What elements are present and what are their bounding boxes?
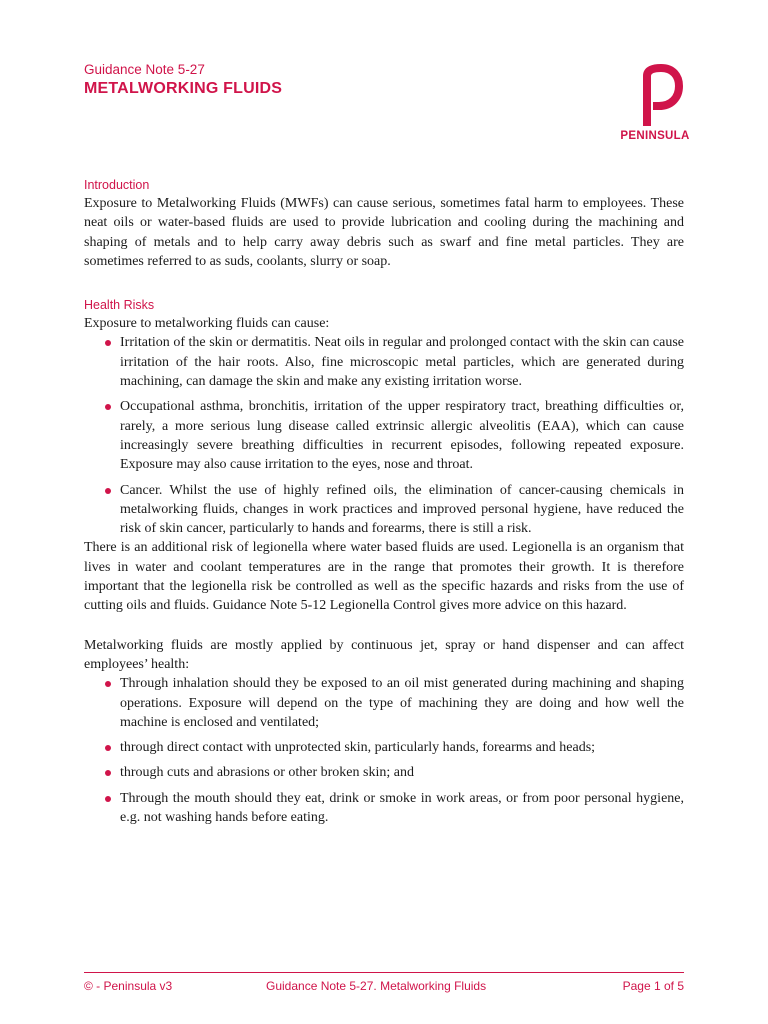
list-item-text: through direct contact with unprotected skin, particularly hands, forearms and heads; xyxy=(120,740,596,756)
list-item xyxy=(84,481,684,539)
bullet-icon xyxy=(105,745,111,751)
health-risks-lead: Exposure to metalworking fluids can cause: xyxy=(84,316,330,332)
footer-page-number: Page 1 of 5 xyxy=(622,979,684,993)
legionella-paragraph: There is an additional risk of legionella where water based fluids are used. Legionella is an organism that lives in water and coolant temperatures are in the range that promotes their growth. It is therefore important that the legionella risk be controlled as well as the specific hazards and risks from the use of cutting oils and fluids. Guidance Note 5-12 Legionella Control gives more advice on this hazard. xyxy=(84,540,684,614)
exposure-routes-list xyxy=(84,674,684,827)
peninsula-logo-icon xyxy=(615,62,695,128)
health-risks-list xyxy=(84,333,684,538)
logo-wordmark: PENINSULA xyxy=(620,130,690,142)
bullet-icon xyxy=(105,488,111,494)
footer-copyright: © - Peninsula v3 xyxy=(84,979,173,993)
document-title: METALWORKING FLUIDS xyxy=(84,80,283,97)
introduction-heading: Introduction xyxy=(84,178,150,192)
bullet-icon xyxy=(105,770,111,776)
list-item-text: Occupational asthma, bronchitis, irritation of the upper respiratory tract, breathing difficulties or, rarely, a more serious lung disease called extrinsic allergic alveolitis (EAA), which can cause increasingly severe breathing difficulties in recurrent episodes, following repeated exposure. Exposure may also cause irritation to the eyes, nose and throat. xyxy=(120,399,684,473)
document-body xyxy=(84,176,684,827)
list-item xyxy=(84,738,684,757)
peninsula-logo xyxy=(615,62,695,146)
bullet-icon xyxy=(105,340,111,346)
list-item xyxy=(84,333,684,391)
bullet-icon xyxy=(105,404,111,410)
list-item-text: Through inhalation should they be exposed to an oil mist generated during machining and shaping operations. Exposure will depend on the type of machining they are doing and how well the machine is enclosed and ventilated; xyxy=(120,676,684,730)
health-risks-heading: Health Risks xyxy=(84,298,155,313)
list-item xyxy=(84,763,684,782)
guidance-note-number: Guidance Note 5-27 xyxy=(84,62,205,77)
list-item-text: Through the mouth should they eat, drink or smoke in work areas, or from poor personal hygiene, e.g. not washing hands before eating. xyxy=(120,790,684,826)
bullet-icon xyxy=(105,796,111,802)
bullet-icon xyxy=(105,681,111,687)
list-item-text: through cuts and abrasions or other broken skin; and xyxy=(120,765,414,781)
footer-document-name: Guidance Note 5-27. Metalworking Fluids xyxy=(266,979,487,993)
list-item xyxy=(84,674,684,732)
list-item xyxy=(84,789,684,828)
list-item-text: Irritation of the skin or dermatitis. Neat oils in regular and prolonged contact with the skin can cause irritation of the hair roots. Also, fine microscopic metal particles, which are generated during machining, can damage the skin and make any existing irritation worse. xyxy=(120,335,684,390)
introduction-paragraph: Exposure to Metalworking Fluids (MWFs) can cause serious, sometimes fatal harm to employees. These neat oils or water-based fluids are used to provide lubrication and cooling during the machining and shaping of metals and to help carry away debris such as swarf and fine metal particles. They are sometimes referred to as suds, coolants, slurry or soap. xyxy=(84,196,684,269)
application-lead: Metalworking fluids are mostly applied by continuous jet, spray or hand dispenser and can affect employees’ health: xyxy=(84,637,684,672)
footer-divider xyxy=(84,972,684,973)
list-item xyxy=(84,397,684,474)
list-item-text: Cancer. Whilst the use of highly refined oils, the elimination of cancer-causing chemicals in metalworking fluids, changes in work practices and improved personal hygiene, have reduced the risk of skin cancer, particularly to hands and forearms, there is still a risk. xyxy=(120,482,684,537)
